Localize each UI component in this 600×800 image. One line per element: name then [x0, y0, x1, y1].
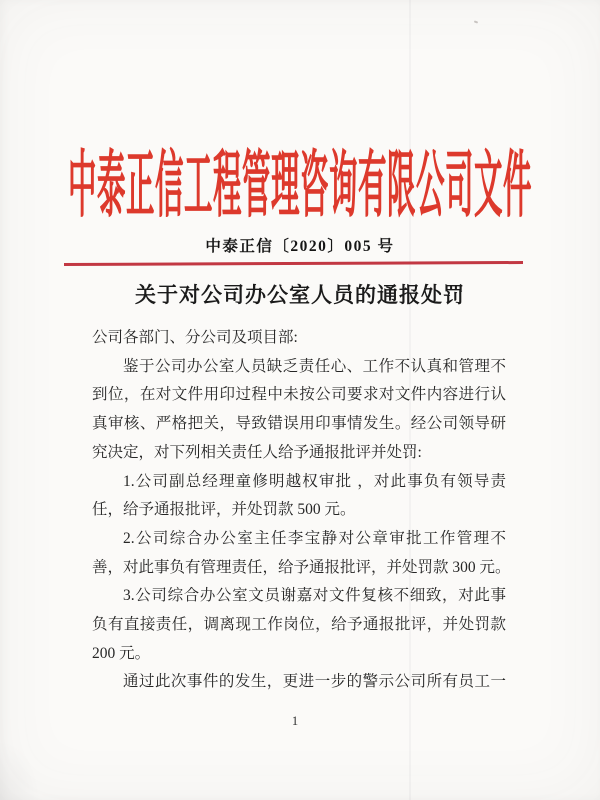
- document-body: [92, 324, 511, 697]
- scan-corner-shading: [0, 740, 40, 800]
- body-text-line: 200 元。: [92, 644, 151, 662]
- body-text-line: 3.公司综合办公室文员谢嘉对文件复核不细致，对此事: [123, 587, 506, 605]
- body-text-line: 通过此次事件的发生，更进一步的警示公司所有员工一: [123, 673, 506, 691]
- page-number: 1: [291, 714, 299, 728]
- body-text-line: 1.公司副总经理童修明越权审批 ，对此事负有领导责: [123, 472, 506, 490]
- letterhead: [0, 141, 600, 228]
- body-text-line: 公司各部门、分公司及项目部:: [92, 329, 298, 346]
- body-text-line: 鉴于公司办公室人员缺乏责任心、工作不认真和管理不: [123, 357, 506, 375]
- body-text-line: 真审核、严格把关，导致错误用印事情发生。经公司领导研: [92, 415, 506, 433]
- body-text-line: 到位，在对文件用印过程中未按公司要求对文件内容进行认: [92, 386, 506, 404]
- company-letterhead-title: 中泰正信工程管理咨询有限公司文件: [67, 148, 532, 228]
- body-text-line: 究决定，对下列相关责任人给予通报批评并处罚:: [92, 443, 422, 461]
- document-title: 关于对公司办公室人员的通报处罚: [135, 283, 465, 307]
- document-reference-number: 中泰正信〔2020〕005 号: [205, 238, 395, 255]
- body-text-line: 任，给予通报批评，并处罚款 500 元。: [92, 501, 356, 519]
- red-divider-line: [64, 261, 523, 266]
- body-text-line: 善，对此事负有管理责任，给予通报批评，并处罚款 300 元。: [92, 558, 511, 576]
- body-text-line: 2.公司综合办公室主任李宝静对公章审批工作管理不: [123, 529, 506, 547]
- scan-speck-artifact: [474, 20, 478, 23]
- body-text-line: 负有直接责任，调离现工作岗位，给予通报批评，并处罚款: [92, 616, 506, 634]
